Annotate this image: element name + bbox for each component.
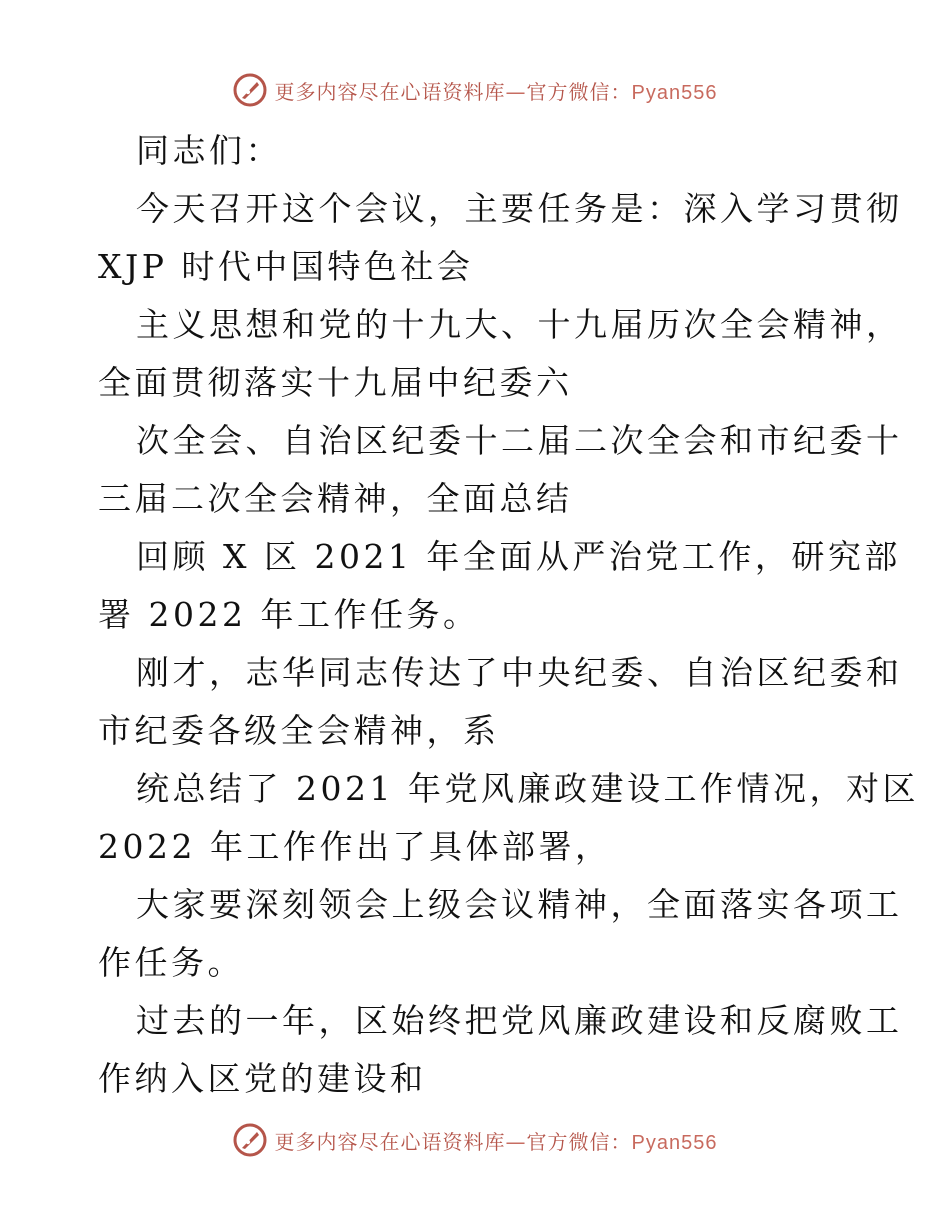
footer-banner xyxy=(0,1120,950,1160)
banner-brand: 更多内容尽在心语资料库 xyxy=(274,1129,506,1154)
banner-separator: — xyxy=(505,79,527,104)
quill-logo-icon xyxy=(233,73,267,107)
text-line: 作任务。 xyxy=(98,943,244,982)
text-line: 主义思想和党的十九大、十九届历次全会精神， xyxy=(136,305,903,344)
banner-separator: — xyxy=(505,1129,527,1154)
text-line: 同志们： xyxy=(136,131,282,170)
text-line: XJP 时代中国特色社会 xyxy=(98,247,474,286)
banner-text xyxy=(275,1126,718,1155)
text-line: 今天召开这个会议，主要任务是：深入学习贯彻 xyxy=(136,189,903,228)
text-line: 三届二次全会精神，全面总结 xyxy=(98,479,573,518)
banner-suffix: 官方微信： xyxy=(526,1129,632,1154)
banner-suffix: 官方微信： xyxy=(526,79,632,104)
text-line: 全面贯彻落实十九届中纪委六 xyxy=(98,363,573,402)
text-line: 大家要深刻领会上级会议精神，全面落实各项工 xyxy=(136,885,903,924)
quill-logo-icon xyxy=(233,1123,267,1157)
text-line: 署 2022 年工作任务。 xyxy=(98,595,480,634)
text-line: 次全会、自治区纪委十二届二次全会和市纪委十 xyxy=(136,421,903,460)
text-line: 统总结了 2021 年党风廉政建设工作情况，对区 xyxy=(136,769,919,808)
text-line: 作纳入区党的建设和 xyxy=(98,1059,427,1098)
header-banner xyxy=(0,70,950,110)
text-line: 刚才，志华同志传达了中央纪委、自治区纪委和 xyxy=(136,653,903,692)
banner-brand: 更多内容尽在心语资料库 xyxy=(274,79,506,104)
document-body xyxy=(98,122,919,1108)
text-line: 过去的一年，区始终把党风廉政建设和反腐败工 xyxy=(136,1001,903,1040)
text-line: 市纪委各级全会精神，系 xyxy=(98,711,500,750)
text-line: 2022 年工作作出了具体部署， xyxy=(98,827,612,866)
banner-text xyxy=(275,76,718,105)
text-line: 回顾 X 区 2021 年全面从严治党工作，研究部 xyxy=(136,537,901,576)
banner-wechat-id: Pyan556 xyxy=(631,81,718,104)
banner-wechat-id: Pyan556 xyxy=(631,1131,718,1154)
